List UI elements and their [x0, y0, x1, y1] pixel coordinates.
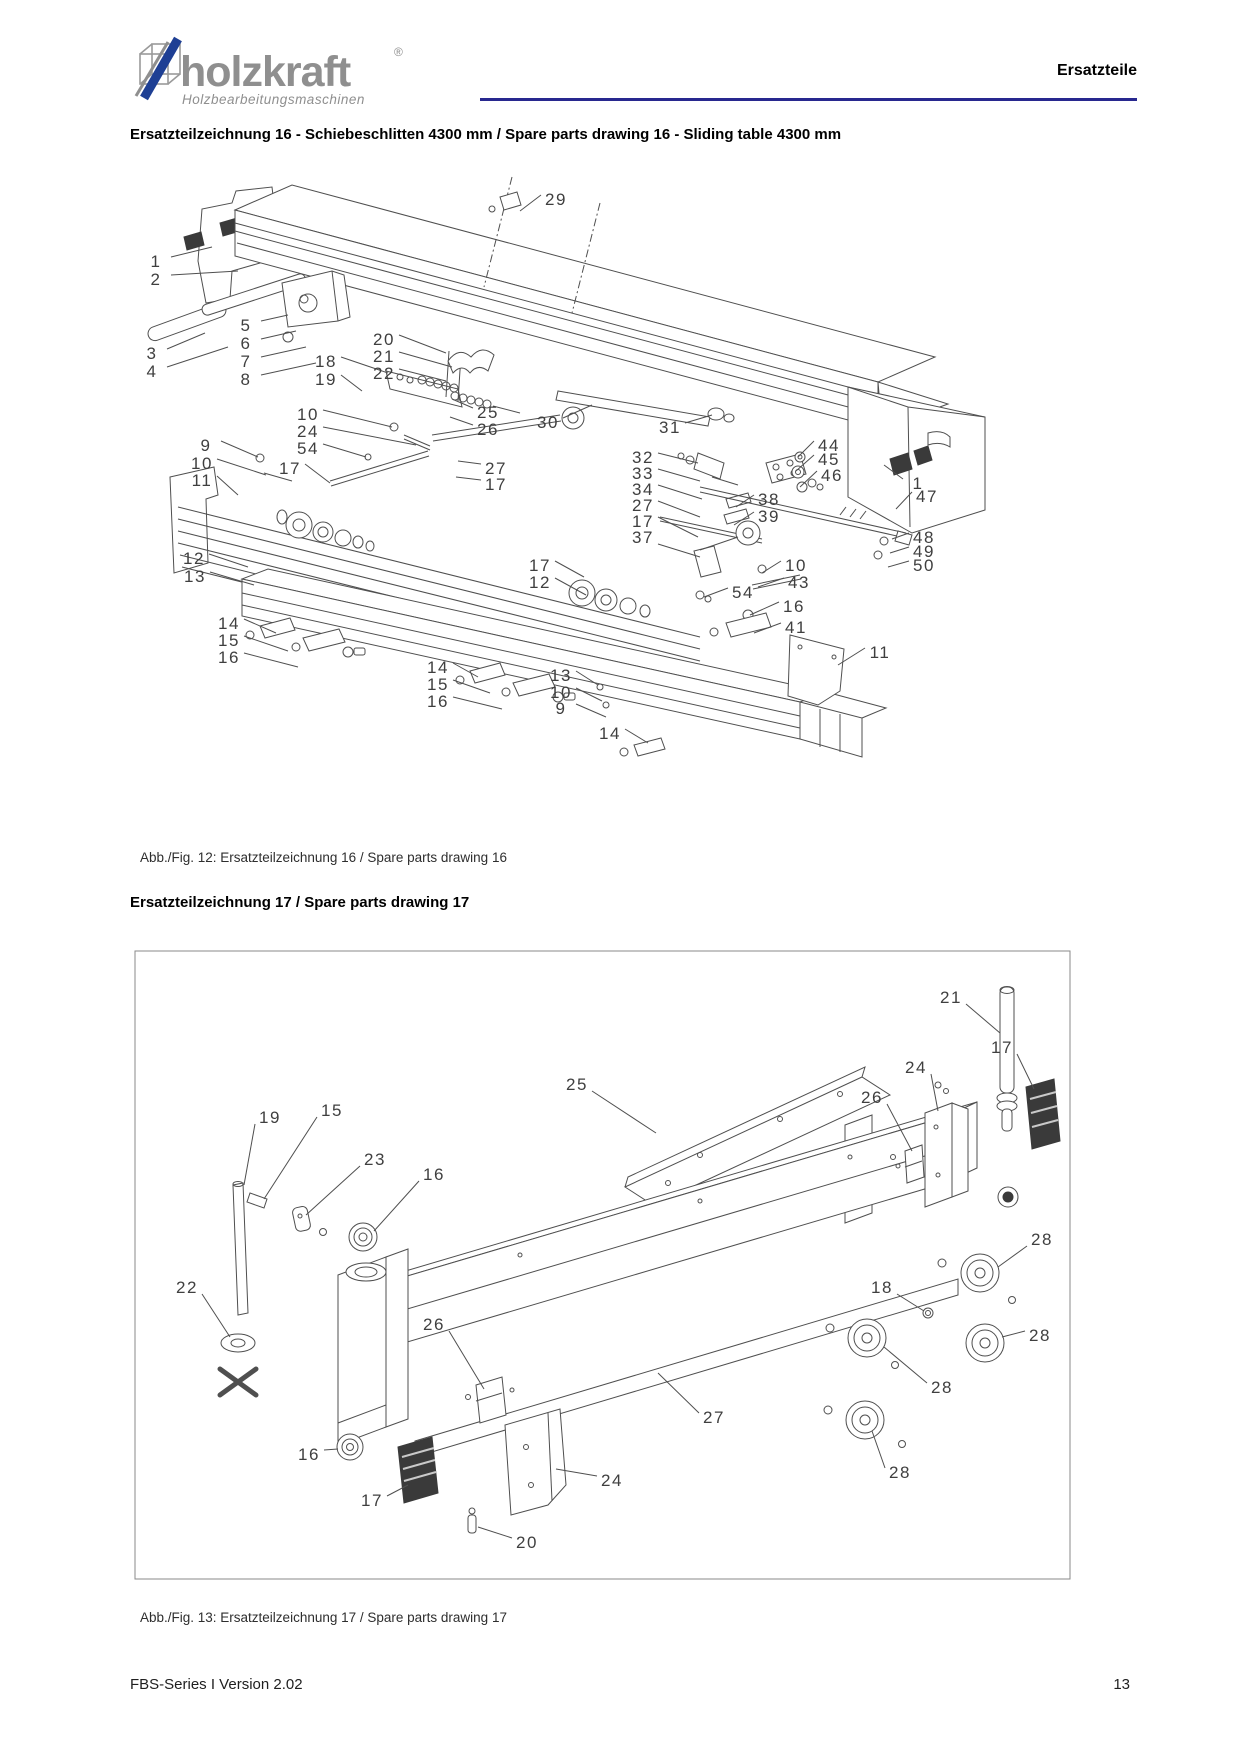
part-number: 44 — [818, 436, 840, 455]
leader-line — [323, 444, 366, 457]
leader-line — [884, 1347, 927, 1383]
leader-line — [456, 477, 481, 480]
leader-line — [704, 588, 728, 597]
part-number: 1 — [912, 474, 924, 493]
leader-line — [576, 704, 606, 717]
part-number: 54 — [297, 439, 319, 458]
brand-tagline: Holzbearbeitungsmaschinen — [182, 92, 365, 107]
part-number: 16 — [218, 648, 240, 667]
part-number: 22 — [176, 1278, 198, 1297]
part-number: 16 — [423, 1165, 445, 1184]
part-number: 17 — [361, 1491, 383, 1510]
part-number: 3 — [146, 344, 158, 363]
part-number: 5 — [240, 316, 252, 335]
part-number: 16 — [298, 1445, 320, 1464]
leader-line — [478, 1527, 512, 1538]
part-number: 9 — [200, 436, 212, 455]
leader-line — [592, 1091, 656, 1133]
part-number: 22 — [373, 364, 395, 383]
part-number: 28 — [1029, 1326, 1051, 1345]
header-section-label: Ersatzteile — [1056, 62, 1137, 79]
logo-blue-slash — [144, 39, 178, 98]
part-number: 13 — [550, 666, 572, 685]
footer-page-number: 13 — [1113, 1676, 1130, 1693]
part-number: 10 — [550, 683, 572, 702]
part-number: 15 — [218, 631, 240, 650]
part-number: 4 — [146, 362, 158, 381]
part-number: 16 — [427, 692, 449, 711]
leader-line — [324, 1449, 338, 1450]
part-number: 15 — [321, 1101, 343, 1120]
logo-cube-icon — [136, 39, 180, 98]
part-number: 50 — [913, 556, 935, 575]
leader-line — [798, 441, 814, 457]
leader-line — [458, 461, 481, 464]
leader-line — [167, 347, 228, 367]
part-number: 2 — [150, 270, 162, 289]
part-number: 14 — [218, 614, 240, 633]
part-number: 25 — [477, 403, 499, 422]
part-number: 38 — [758, 490, 780, 509]
leader-line — [374, 1181, 419, 1231]
part-number: 47 — [916, 487, 938, 506]
leader-line — [998, 1246, 1027, 1267]
part-number: 25 — [566, 1075, 588, 1094]
part-number: 26 — [423, 1315, 445, 1334]
leader-line — [658, 544, 700, 557]
part-number: 23 — [364, 1150, 386, 1169]
part-number: 48 — [913, 528, 935, 547]
part-number: 10 — [191, 454, 213, 473]
part-number: 29 — [545, 190, 567, 209]
part-number: 27 — [703, 1408, 725, 1427]
part-number: 26 — [861, 1088, 883, 1107]
brand-name: holzkraft — [180, 48, 351, 96]
part-number: 46 — [821, 466, 843, 485]
part-number: 43 — [788, 573, 810, 592]
part-number: 12 — [183, 549, 205, 568]
leader-line — [217, 476, 238, 495]
leader-line — [1017, 1054, 1034, 1089]
part-number: 27 — [485, 459, 507, 478]
part-number: 26 — [477, 420, 499, 439]
leader-line — [167, 333, 205, 349]
part-number: 34 — [632, 480, 654, 499]
part-number: 31 — [659, 418, 681, 437]
part-number: 16 — [783, 597, 805, 616]
part-number: 1 — [150, 252, 162, 271]
part-number: 41 — [785, 618, 807, 637]
part-number: 27 — [632, 496, 654, 515]
part-number: 17 — [279, 459, 301, 478]
part-number: 28 — [889, 1463, 911, 1482]
part-number: 20 — [516, 1533, 538, 1552]
leader-line — [453, 697, 502, 709]
part-number: 11 — [869, 643, 891, 662]
leader-line — [931, 1074, 938, 1111]
leader-line — [261, 347, 306, 357]
part-number: 10 — [297, 405, 319, 424]
figure17-caption: Abb./Fig. 13: Ersatzteilzeichnung 17 / Spare parts drawing 17 — [140, 1610, 507, 1625]
part-number: 6 — [240, 334, 252, 353]
part-number: 17 — [991, 1038, 1013, 1057]
leader-line — [221, 441, 258, 457]
part-number: 18 — [315, 352, 337, 371]
header-rule — [480, 98, 1137, 101]
figure16-caption: Abb./Fig. 12: Ersatzteilzeichnung 16 / Spare parts drawing 16 — [140, 850, 507, 865]
part-number: 33 — [632, 464, 654, 483]
leader-line — [625, 729, 648, 743]
leader-line — [1002, 1331, 1025, 1337]
leader-line — [658, 469, 700, 481]
part-number: 28 — [931, 1378, 953, 1397]
leader-line — [762, 561, 781, 573]
figure16-title: Ersatzteilzeichnung 16 - Schiebeschlitten 4300 mm / Spare parts drawing 16 - Sliding table 4300 mm — [130, 126, 842, 143]
part-number: 32 — [632, 448, 654, 467]
part-number: 9 — [555, 699, 567, 718]
part-number: 14 — [599, 724, 621, 743]
part-number: 15 — [427, 675, 449, 694]
part-number: 37 — [632, 528, 654, 547]
part-number: 7 — [240, 352, 252, 371]
leader-line — [555, 561, 584, 577]
leader-line — [341, 375, 362, 391]
leader-line — [399, 335, 446, 353]
leader-line — [261, 363, 316, 375]
part-number: 49 — [913, 542, 935, 561]
part-number: 19 — [259, 1108, 281, 1127]
part-number: 17 — [485, 475, 507, 494]
leader-line — [261, 315, 288, 321]
part-number: 19 — [315, 370, 337, 389]
part-number: 14 — [427, 658, 449, 677]
leader-line — [872, 1431, 885, 1468]
leader-line — [261, 331, 296, 339]
leader-line — [306, 1166, 360, 1215]
part-number: 17 — [529, 556, 551, 575]
leader-line — [244, 1124, 255, 1185]
figure16-drawing — [0, 165, 1240, 825]
figure17-drawing — [0, 945, 1240, 1605]
leader-line — [399, 352, 452, 367]
leader-line — [305, 464, 330, 483]
part-number: 24 — [297, 422, 319, 441]
part-number: 24 — [601, 1471, 623, 1490]
leader-line — [966, 1004, 1000, 1033]
leader-line — [323, 410, 392, 427]
part-number: 45 — [818, 450, 840, 469]
leader-line — [888, 561, 909, 567]
registered-mark: ® — [394, 45, 403, 59]
leader-line — [453, 680, 490, 693]
figure17-title: Ersatzteilzeichnung 17 / Spare parts drawing 17 — [130, 894, 470, 911]
part-number: 13 — [184, 567, 206, 586]
part-number: 18 — [871, 1278, 893, 1297]
part-number: 54 — [732, 583, 754, 602]
leader-line — [658, 485, 702, 499]
leader-line — [658, 517, 698, 537]
leader-line — [202, 1294, 230, 1337]
leader-line — [323, 427, 416, 445]
leader-line — [658, 1373, 699, 1413]
part-number: 21 — [940, 988, 962, 1007]
leader-line — [658, 501, 700, 517]
part-number: 17 — [632, 512, 654, 531]
leader-line — [449, 1331, 484, 1389]
part-number: 39 — [758, 507, 780, 526]
part-number: 8 — [240, 370, 252, 389]
part-number: 12 — [529, 573, 551, 592]
footer-series-version: FBS-Series I Version 2.02 — [130, 1676, 303, 1693]
part-number: 11 — [191, 471, 213, 490]
leader-line — [450, 417, 473, 425]
part-number: 30 — [537, 413, 559, 432]
leader-line — [890, 547, 909, 553]
part-number: 10 — [785, 556, 807, 575]
part-number: 21 — [373, 347, 395, 366]
part-number: 28 — [1031, 1230, 1053, 1249]
leader-line — [520, 195, 541, 211]
leader-line — [244, 653, 298, 667]
part-number: 20 — [373, 330, 395, 349]
part-number: 24 — [905, 1058, 927, 1077]
holzkraft-logo — [128, 34, 448, 112]
leader-line — [264, 1117, 317, 1199]
